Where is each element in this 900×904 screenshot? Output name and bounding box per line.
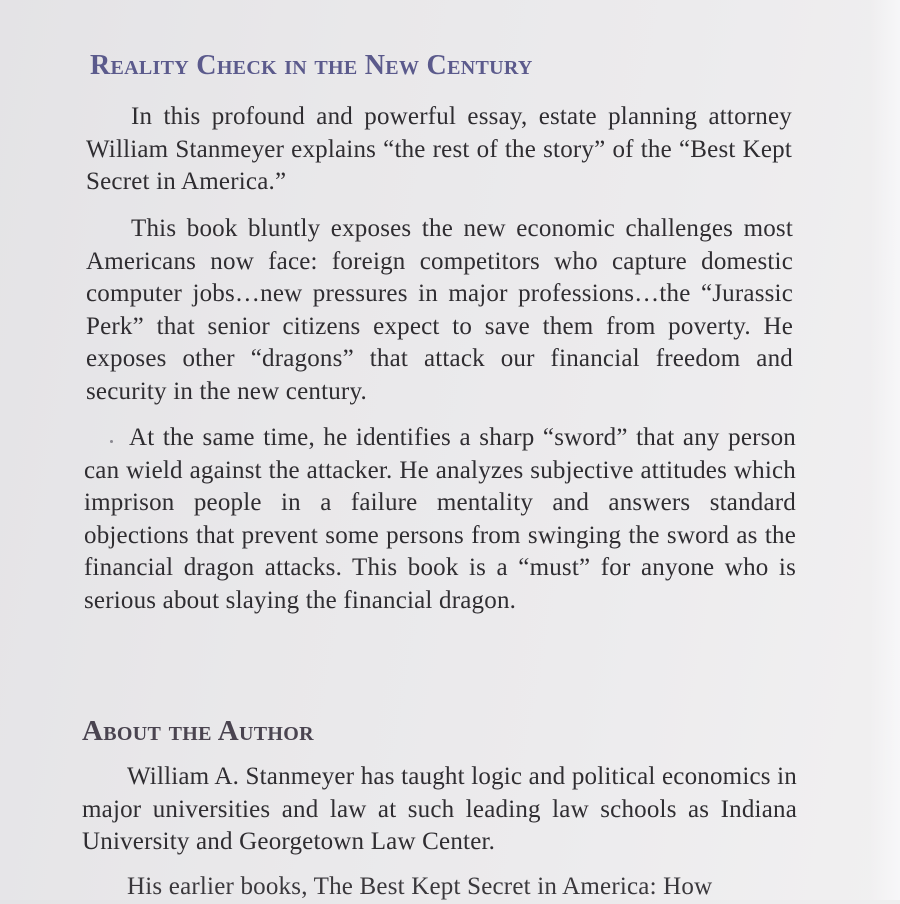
challenges-paragraph: This book bluntly exposes the new economic challenges most Americans now face: foreign competitors who capture domestic computer jobs…new pressures in major professions…the “Jurassic Perk” that senior citizens expect to save them from poverty. He exposes other “dragons” that attack our financial freedom and security in the new century.: [86, 215, 793, 405]
intro-paragraph: In this profound and powerful essay, estate planning attorney William Stanmeyer explains “the rest of the story” of the “Best Kept Secret in America.”: [86, 103, 792, 195]
author-bio-paragraph: William A. Stanmeyer has taught logic and political economics in major universities and law at such leading law schools as Indiana University and Georgetown Law Center.: [82, 763, 797, 855]
section-heading-about-author: About the Author: [82, 715, 314, 747]
page-edge-highlight: [870, 0, 900, 900]
sword-paragraph: At the same time, he identifies a sharp “sword” that any person can wield against the attacker. He analyzes subjective attitudes which imprison people in a failure mentality and answers standard objections that prevent some persons from swinging the sword as the financial dragon attacks. This book is a “must” for anyone who is serious about slaying the financial dragon.: [84, 424, 796, 614]
section-heading-reality-check: Reality Check in the New Century: [90, 50, 533, 81]
earlier-books-paragraph: His earlier books, The Best Kept Secret in America: How: [127, 873, 713, 900]
